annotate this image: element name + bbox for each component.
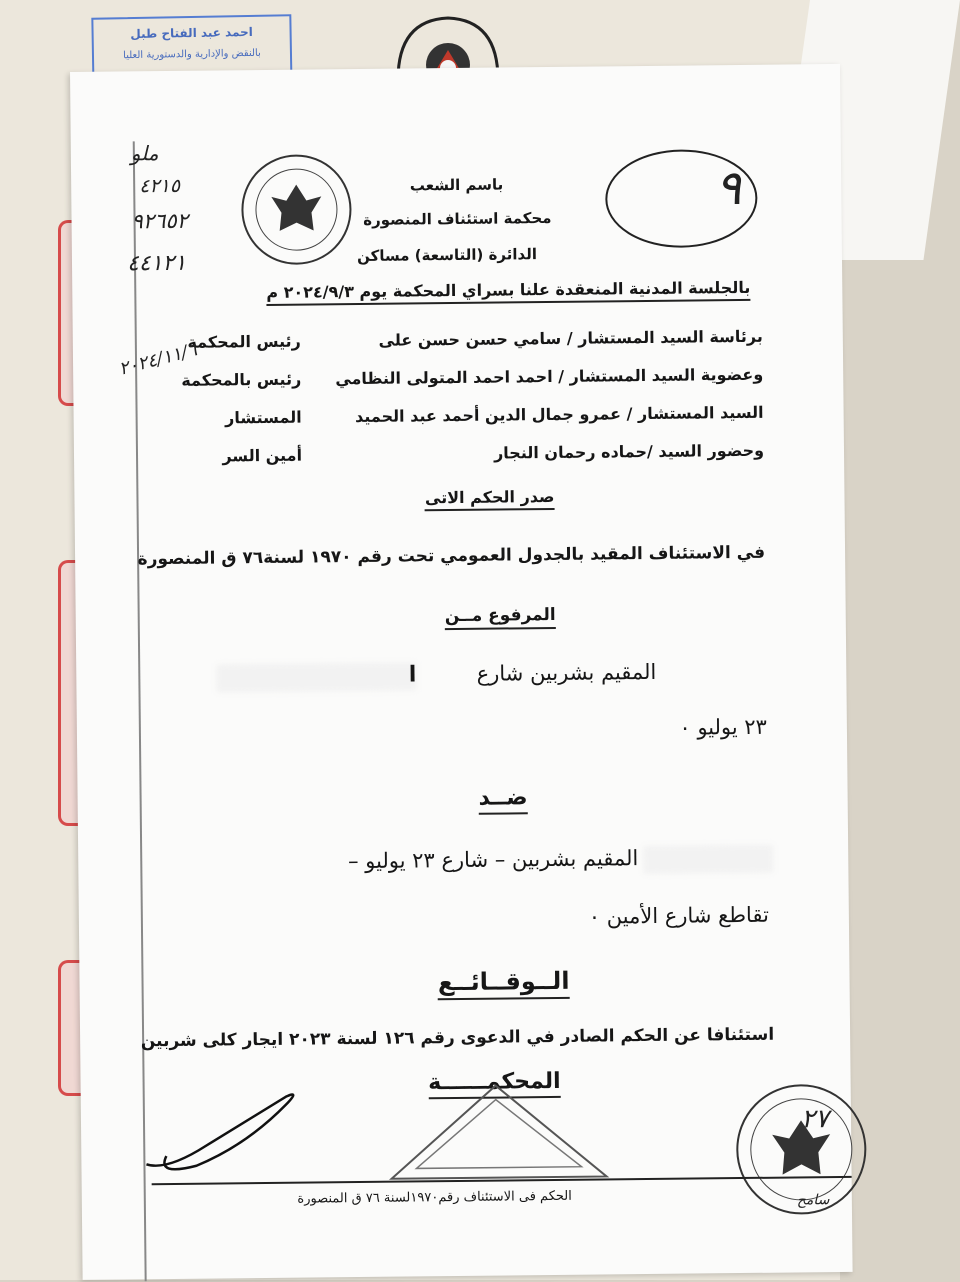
signature: [136, 1085, 307, 1177]
footer-handwriting: سامح: [796, 1192, 830, 1209]
panel-member: وحضور السيد /حماده رحمان النجار: [493, 440, 765, 463]
court-name: محكمة استئناف المنصورة: [363, 208, 552, 229]
panel-member: السيد المستشار / عمرو جمال الدين أحمد عبد الحميد: [354, 402, 764, 427]
respondent-address: المقيم بشربين – شارع ٢٣ يوليو –: [347, 846, 639, 874]
panel-role: رئيس المحكمة: [187, 331, 301, 352]
file-number: ٩٢٦٥٢: [131, 208, 189, 234]
redacted-name: [643, 845, 773, 874]
triangle-stamp: [381, 1076, 612, 1188]
file-number: ٤٤١٢١: [126, 250, 187, 277]
panel-member: وعضوية السيد المستشار / احمد احمد المتولى النظامي: [335, 364, 764, 389]
session-line: بالجلسة المدنية المنعقدة علنا بسراي المحكمة يوم ٢٠٢٤/٩/٣ م: [266, 278, 750, 306]
court-title: المحكمــــــة: [428, 1069, 561, 1099]
judgment-page: [70, 64, 853, 1280]
facts-title: الــوقــائــع: [438, 967, 570, 1000]
lawyer-stamp-line: بالنقض والإدارية والدستورية العليا: [123, 47, 261, 62]
header-line: باسم الشعب: [409, 175, 504, 195]
redaction-mark: ا: [408, 662, 417, 688]
appellant-address: المقيم بشربين شارع: [476, 659, 657, 686]
against-title: ضــد: [478, 785, 527, 815]
appeal-line: في الاستئناف المقيد بالجدول العمومي تحت رقم ١٩٧٠ لسنة٧٦ ق المنصورة: [137, 542, 766, 570]
page-number: ٩: [715, 159, 742, 217]
verdict-title: صدر الحكم الاتى: [425, 487, 555, 511]
page-number-circle: [601, 143, 762, 255]
panel-role: رئيس بالمحكمة: [181, 369, 302, 390]
eagle-icon: [243, 156, 350, 263]
filed-by-title: المرفوع مــن: [445, 605, 556, 630]
circuit-name: الدائرة (التاسعة) مساكن: [357, 245, 538, 266]
file-label: ملو: [130, 141, 159, 166]
redacted-name: [216, 662, 416, 692]
footer-ref: الحكم فى الاستئناف رقم١٩٧٠لسنة ٧٦ ق المنصورة: [297, 1188, 572, 1207]
corner-mark: ٢٧: [800, 1104, 830, 1135]
appeal-from-line: استئنافا عن الحكم الصادر في الدعوى رقم ١٢٦ لسنة ٢٠٢٣ ايجار كلى شربين: [140, 1024, 775, 1052]
panel-member: برئاسة السيد المستشار / سامي حسن حسن على: [378, 326, 763, 350]
lawyer-stamp-name: احمد عبد الفتاح طبل: [130, 24, 253, 42]
respondent-address-cont: تقاطع شارع الأمين ٠: [588, 902, 769, 929]
court-seal: [241, 154, 352, 265]
panel-role: أمين السر: [222, 445, 303, 466]
file-number: ٤٢١٥: [139, 174, 181, 198]
margin-note: ٢٠٢٤/١١/٦: [116, 339, 200, 380]
panel-role: المستشار: [224, 407, 302, 428]
appellant-address-cont: ٢٣ يوليو ٠: [679, 714, 768, 740]
